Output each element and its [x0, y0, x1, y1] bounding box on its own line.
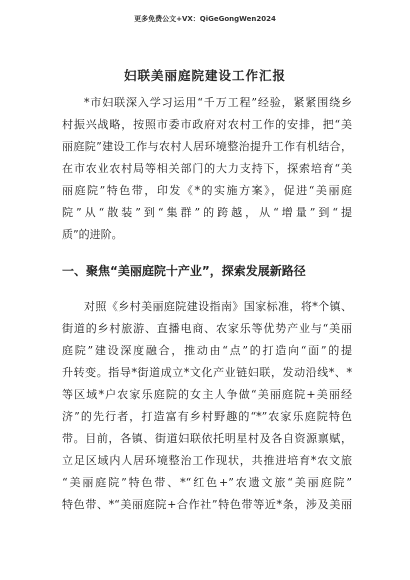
paragraph-line: 等区域*户农家乐庭院的女主人争做“美丽庭院+美丽经	[62, 388, 352, 401]
paragraph-line: 立足区域内人居环境整治工作现状，共推进培育*农文旅	[62, 454, 352, 467]
paragraph-line: 在市农业农村局等相关部门的大力支持下，探索培育“美	[62, 162, 352, 175]
paragraph-line: 质”的进阶。	[62, 228, 123, 241]
paragraph-line: 对照《乡村美丽庭院建设指南》国家标准，将*个镇、	[84, 300, 352, 313]
paragraph-line: “美丽庭院”特色带、*“红色+”农遗文旅“美丽庭院”	[62, 476, 352, 489]
paragraph-line: 带。目前，各镇、街道妇联依托明星村及各自资源禀赋，	[62, 432, 352, 445]
paragraph-line: 升转变。指导*街道成立*文化产业链妇联，发动沿线*、*	[62, 366, 352, 379]
paragraph-line: 庭院”建设深度融合，推动由“点”的打造向“面”的提	[62, 344, 352, 357]
paragraph-line: 丽庭院”特色带，印发《*的实施方案》，促进“美丽庭	[62, 184, 352, 197]
page-header: 更多免费公文+VX：QiGeGongWen2024	[134, 15, 276, 23]
paragraph-line: 丽庭院”建设工作与农村人居环境整治提升工作有机结合，	[62, 140, 352, 153]
paragraph-line: 村振兴战略，按照市委市政府对农村工作的安排，把“美	[62, 118, 352, 131]
paragraph-line: 济”的先行者，打造富有乡村野趣的“*”农家乐庭院特色	[62, 410, 352, 423]
paragraph-section-1	[62, 296, 352, 516]
paragraph-line: 特色带、*“美丽庭院+合作社”特色带等近*条，涉及美丽	[62, 498, 352, 511]
paragraph-line: 院”从“散装”到“集群”的跨越，从“增量”到“提	[62, 206, 352, 219]
paragraph-line: 街道的乡村旅游、直播电商、农家乐等优势产业与“美丽	[62, 322, 352, 335]
paragraph-intro	[62, 92, 352, 246]
document-title: 妇联美丽庭院建设工作汇报	[123, 68, 286, 83]
paragraph-line: *市妇联深入学习运用“千万工程”经验，紧紧围绕乡	[84, 96, 352, 109]
section-heading: 一、聚焦“美丽庭院十产业”，探索发展新路径	[62, 264, 306, 278]
